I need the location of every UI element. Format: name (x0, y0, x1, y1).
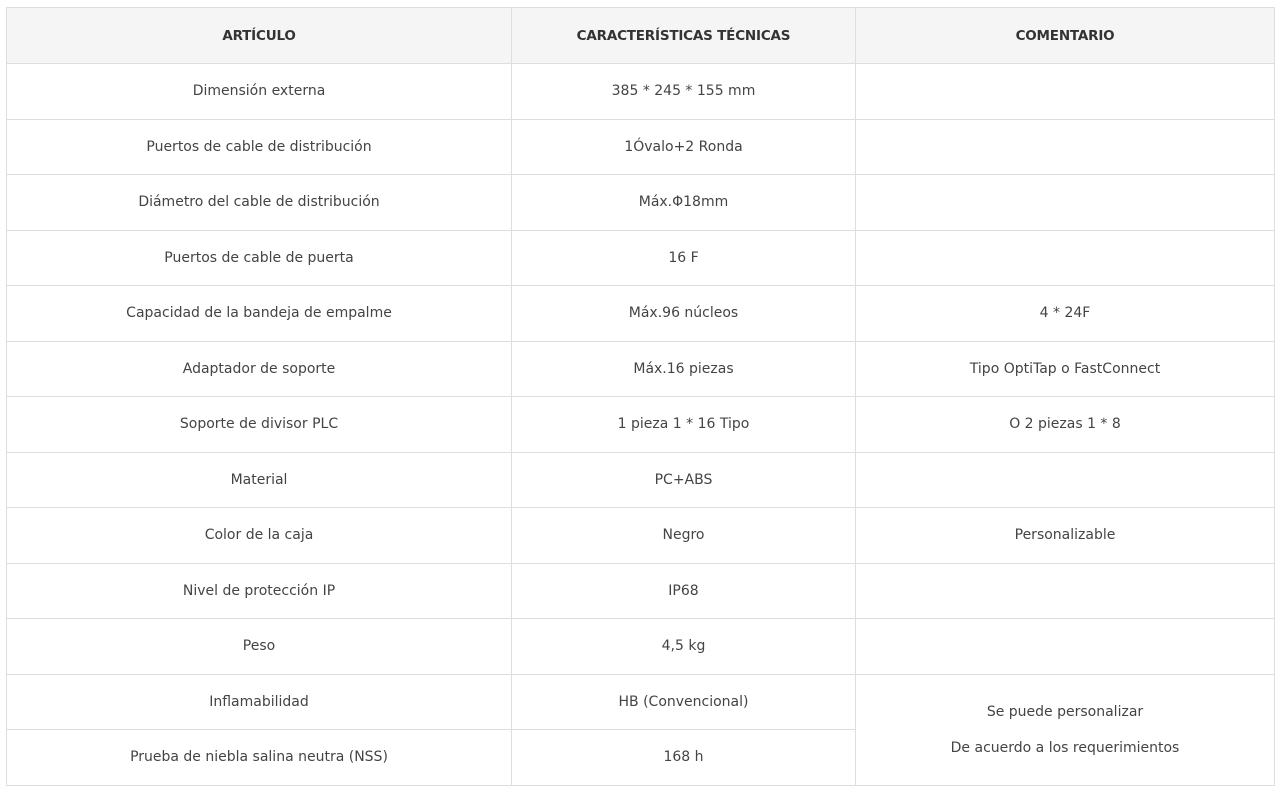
table-row (7, 64, 1275, 120)
table-row (7, 175, 1275, 231)
spec-table (6, 7, 1275, 786)
header-specs: CARACTERÍSTICAS TÉCNICAS (512, 8, 856, 64)
item-cell: Material (7, 452, 512, 508)
spec-cell: PC+ABS (512, 452, 856, 508)
table-row (7, 619, 1275, 675)
comment-cell (856, 563, 1275, 619)
table-row (7, 452, 1275, 508)
item-cell: Soporte de divisor PLC (7, 397, 512, 453)
item-cell: Peso (7, 619, 512, 675)
item-cell: Diámetro del cable de distribución (7, 175, 512, 231)
item-cell: Adaptador de soporte (7, 341, 512, 397)
comment-cell: O 2 piezas 1 * 8 (856, 397, 1275, 453)
table-row (7, 397, 1275, 453)
spec-cell: 385 * 245 * 155 mm (512, 64, 856, 120)
comment-cell: Personalizable (856, 508, 1275, 564)
comment-cell (856, 119, 1275, 175)
header-item: ARTÍCULO (7, 8, 512, 64)
comment-cell (856, 64, 1275, 120)
header-row (7, 8, 1275, 64)
item-cell: Color de la caja (7, 508, 512, 564)
merged-comment-cell (856, 674, 1275, 785)
table-row (7, 286, 1275, 342)
comment-cell (856, 619, 1275, 675)
spec-cell: 1Óvalo+2 Ronda (512, 119, 856, 175)
table-row (7, 563, 1275, 619)
item-cell: Capacidad de la bandeja de empalme (7, 286, 512, 342)
table-row (7, 508, 1275, 564)
item-cell: Puertos de cable de distribución (7, 119, 512, 175)
spec-cell: 4,5 kg (512, 619, 856, 675)
spec-cell: Máx.Φ18mm (512, 175, 856, 231)
comment-cell (856, 175, 1275, 231)
comment-cell (856, 452, 1275, 508)
merged-comment-line: Se puede personalizar (986, 703, 1144, 720)
item-cell: Prueba de niebla salina neutra (NSS) (7, 730, 512, 786)
comment-cell: Tipo OptiTap o FastConnect (856, 341, 1275, 397)
item-cell: Inflamabilidad (7, 674, 512, 730)
spec-cell: 168 h (512, 730, 856, 786)
item-cell: Dimensión externa (7, 64, 512, 120)
item-cell: Puertos de cable de puerta (7, 230, 512, 286)
item-cell: Nivel de protección IP (7, 563, 512, 619)
spec-cell: Negro (512, 508, 856, 564)
spec-cell: IP68 (512, 563, 856, 619)
comment-cell (856, 230, 1275, 286)
spec-cell: 1 pieza 1 * 16 Tipo (512, 397, 856, 453)
spec-cell: HB (Convencional) (512, 674, 856, 730)
spec-cell: 16 F (512, 230, 856, 286)
spec-cell: Máx.96 núcleos (512, 286, 856, 342)
comment-cell: 4 * 24F (856, 286, 1275, 342)
header-comment: COMENTARIO (856, 8, 1275, 64)
table-row (7, 230, 1275, 286)
table-row (7, 674, 1275, 730)
table-row (7, 341, 1275, 397)
table-row (7, 119, 1275, 175)
merged-comment-line: De acuerdo a los requerimientos (950, 739, 1180, 756)
spec-cell: Máx.16 piezas (512, 341, 856, 397)
